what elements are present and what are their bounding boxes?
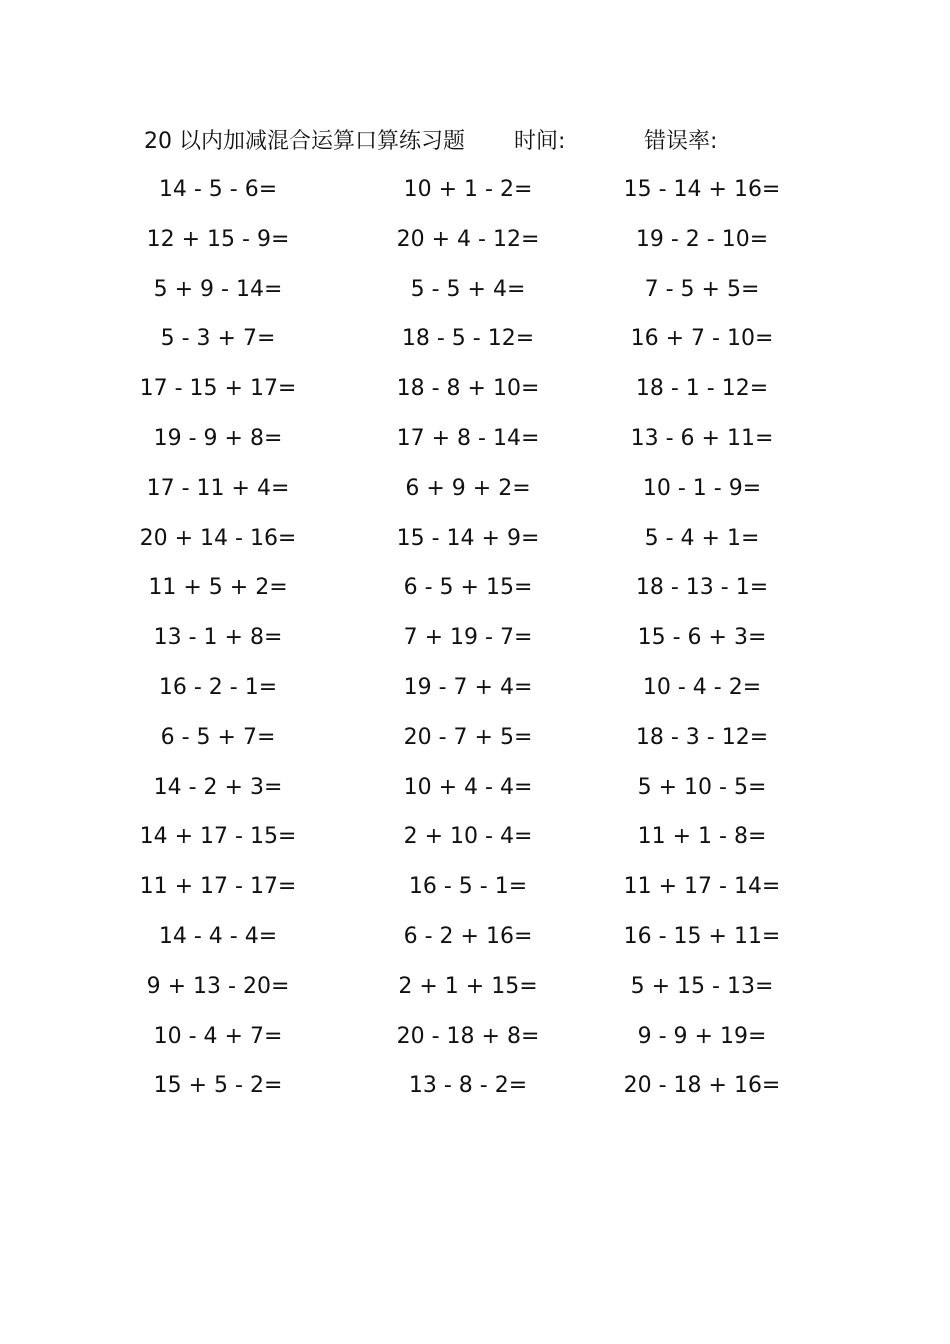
math-problem: 2 + 10 - 4= [403,824,533,850]
math-problem: 6 + 9 + 2= [405,475,531,501]
math-problem: 20 - 18 + 16= [623,1073,781,1099]
math-problem: 10 + 4 - 4= [403,774,533,800]
math-problem: 16 + 7 - 10= [630,326,774,352]
math-problem: 20 + 14 - 16= [139,525,297,551]
math-problem: 10 - 1 - 9= [642,475,762,501]
math-problem: 7 - 5 + 5= [644,276,760,302]
math-problem: 5 - 5 + 4= [410,276,526,302]
math-problem: 20 + 4 - 12= [396,226,540,252]
math-problem: 14 - 2 + 3= [153,774,283,800]
worksheet-title: 20 以内加减混合运算口算练习题 [144,129,465,154]
math-problem: 6 - 5 + 7= [160,724,276,750]
math-problem: 15 - 14 + 9= [396,525,540,551]
math-problem: 5 - 4 + 1= [644,525,760,551]
math-problem: 14 + 17 - 15= [139,824,297,850]
math-problem: 19 - 7 + 4= [403,675,533,700]
math-problem: 19 - 9 + 8= [153,426,283,451]
math-problem: 18 - 5 - 12= [401,326,535,352]
math-problem: 17 - 15 + 17= [139,376,297,402]
math-problem: 5 + 15 - 13= [630,973,774,999]
error-rate-label: 错误率: [644,129,718,154]
math-problem: 9 + 13 - 20= [146,973,290,999]
math-problem: 18 - 13 - 1= [635,575,769,601]
math-problem: 18 - 1 - 12= [635,376,769,402]
math-problem: 15 + 5 - 2= [153,1073,283,1099]
math-problem: 13 - 1 + 8= [153,625,283,651]
math-problem: 10 - 4 + 7= [153,1023,283,1049]
math-problem: 15 - 14 + 16= [623,177,781,202]
math-problem: 17 + 8 - 14= [396,426,540,451]
math-problem: 20 - 18 + 8= [396,1023,540,1049]
math-problem: 16 - 15 + 11= [623,924,781,949]
math-problem: 18 - 3 - 12= [635,724,769,750]
math-problem: 11 + 17 - 14= [623,874,781,900]
worksheet-header [144,126,718,158]
math-problem: 7 + 19 - 7= [403,625,533,651]
math-problem: 16 - 2 - 1= [158,675,278,700]
math-problem: 16 - 5 - 1= [408,874,528,900]
math-problem: 14 - 5 - 6= [158,177,278,202]
math-problem: 11 + 17 - 17= [139,874,297,900]
math-problem: 18 - 8 + 10= [396,376,540,402]
math-problem: 12 + 15 - 9= [146,226,290,252]
math-problem: 19 - 2 - 10= [635,226,769,252]
math-problem: 20 - 7 + 5= [403,724,533,750]
math-problem: 5 + 9 - 14= [153,276,283,302]
math-problem: 13 - 8 - 2= [408,1073,528,1099]
math-problem: 6 - 2 + 16= [403,924,533,949]
math-problem: 5 - 3 + 7= [160,326,276,352]
math-problem: 10 + 1 - 2= [403,177,533,202]
math-problem: 6 - 5 + 15= [403,575,533,601]
math-problem: 5 + 10 - 5= [637,774,767,800]
math-problem: 13 - 6 + 11= [630,426,774,451]
math-problem: 2 + 1 + 15= [398,973,538,999]
math-problem: 15 - 6 + 3= [637,625,767,651]
math-problem: 9 - 9 + 19= [637,1023,767,1049]
math-problem: 11 + 1 - 8= [637,824,767,850]
time-label: 时间: [514,129,566,154]
math-problem: 11 + 5 + 2= [148,575,288,601]
math-problem: 17 - 11 + 4= [146,475,290,501]
math-problem: 14 - 4 - 4= [158,924,278,949]
math-problem: 10 - 4 - 2= [642,675,762,700]
